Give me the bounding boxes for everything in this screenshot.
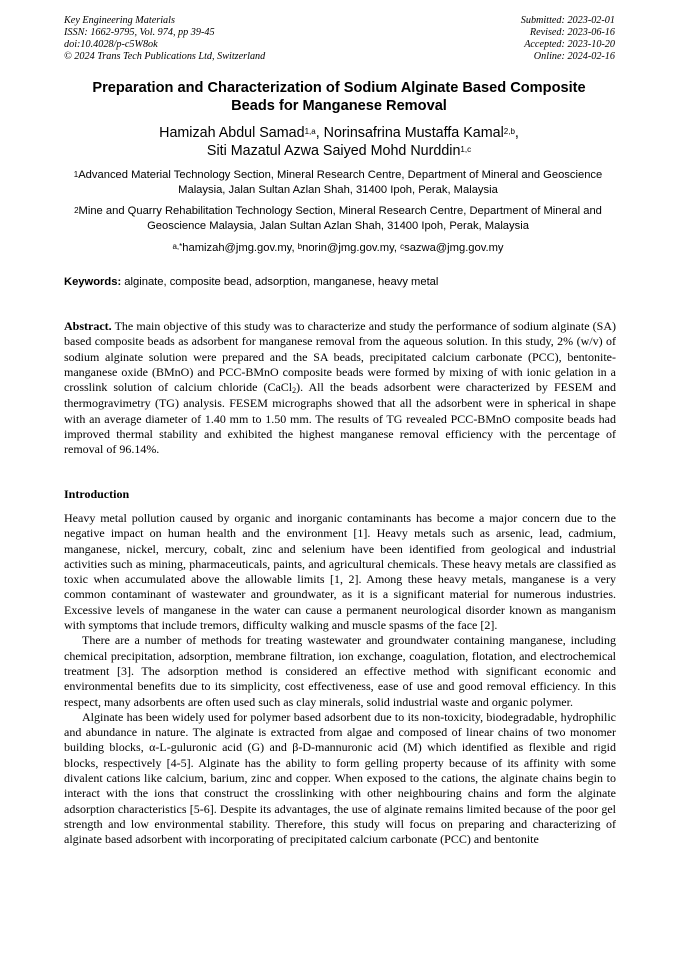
introduction-paragraph: Alginate has been widely used for polymer based adsorbent due to its non-toxicity, biodegradable, hydrophilic and abundance in nature. The alginate is extracted from algae and composed of linear chains of two monomer building blocks, α-L-guluronic acid (G) and β-D-mannuronic acid (M) which identified as flexible and rigid blocks, respectively [4-5]. Alginate has the ability to form gelling property because of its affinity with some divalent cations like calcium, barium, zinc and copper. When exposed to the cations, the alginate chains begin to interact with the ions that construct the crosslinking with other neighbouring chains and form the alginate adsorption characteristics [5-6]. Despite its advantages, the use of alginate remains limited because of the poor gel strength and low environmental stability. Therefore, this study will focus on preparing and characterizing of alginate based adsorbent with incorporating of precipitated calcium carbonate (PCC) and bentonite [64, 709, 616, 847]
affiliation-1 [62, 168, 614, 198]
email-address: norin@jmg.gov.my [302, 242, 394, 254]
affiliation-text: Advanced Material Technology Section, Mineral Research Centre, Department of Mineral and Geoscience Malaysia, Jalan Sultan Azlan Shah, 31400 Ipoh, Perak, Malaysia [78, 169, 603, 196]
author-name: Norinsafrina Mustaffa Kamal [323, 125, 504, 141]
email-superscript: a,* [172, 242, 183, 251]
introduction-body [64, 511, 616, 848]
author-name: Hamizah Abdul Samad [159, 125, 305, 141]
affiliation-2 [62, 204, 614, 234]
copyright-line: © 2024 Trans Tech Publications Ltd, Switzerland [64, 51, 266, 62]
author-list: Hamizah Abdul Samad$^{1,a}$, Norinsafrina Mustaffa Kamal$^{2,b}$, Siti Mazatul Azwa Saiyed Mohd Nurddin$^{1,c}$ [159, 125, 519, 159]
title-line-2: Beads for Manganese Removal [231, 98, 447, 114]
keywords-label: Keywords: [64, 276, 122, 288]
keywords-line [64, 275, 616, 289]
revised-date: Revised: 2023-06-16 [529, 27, 615, 38]
author-name: Siti Mazatul Azwa Saiyed Mohd Nurddin [206, 143, 461, 159]
email-address: hamizah@jmg.gov.my [182, 242, 292, 254]
journal-name: Key Engineering Materials [64, 15, 175, 26]
abstract-subscript: 2 [292, 386, 297, 396]
abstract-label: Abstract. [64, 319, 112, 333]
affiliation-superscript: 1 [73, 170, 79, 179]
title-line-1: Preparation and Characterization of Sodium Alginate Based Composite [92, 80, 586, 96]
affiliation-superscript: 2 [74, 206, 79, 215]
author-superscript: 1,a [304, 127, 316, 136]
author-superscript: 2,b [503, 127, 515, 136]
abstract [64, 319, 616, 458]
keywords-text: alginate, composite bead, adsorption, manganese, heavy metal [121, 276, 439, 288]
email-address: sazwa@jmg.gov.my [404, 242, 504, 254]
paper-title [40, 79, 638, 115]
introduction-paragraph: There are a number of methods for treating wastewater and groundwater containing manganese, including chemical precipitation, adsorption, membrane filtration, ion exchange, coagulation, flotation, and electrochemical treatment [3]. The adsorption method is considered an effective method with significant economic and environmental benefits due to its simplicity, cost effectiveness, ease of use and good removal efficiency. In this respect, many adsorbents are often used such as clay minerals, solid industrial waste and organic polymer. [64, 633, 616, 709]
email-superscript: c [400, 242, 405, 251]
doi-line: doi:10.4028/p-c5W8ok [64, 39, 158, 50]
submitted-date: Submitted: 2023-02-01 [520, 15, 615, 26]
abstract-text: The main objective of this study was to characterize and study the performance of sodium alginate (SA) based composite beads as adsorbent for manganese removal from the aqueous solution. In this study, 2% (w/v) of sodium alginate solution were prepared and the SA beads, precipitated calcium carbonate (PCC), bentonite-manganese oxide (BMnO) and PCC-BMnO composite beads were formed by mixing of with ionic gelation in a crosslink solution of calcium chloride (CaCl [64, 319, 616, 395]
online-date: Online: 2024-02-16 [533, 51, 615, 62]
journal-info [64, 15, 265, 63]
abstract-text-continued: ). All the beads adsorbent were characterized by FESEM and thermogravimetry (TG) analysis. FESEM micrographs showed that all the adsorbent were in spherical in shape with an average diameter of 1.40 mm to 1.50 mm. The results of TG revealed PCC-BMnO composite beads had improved thermal stability and exhibited the highest manganese removal efficiency with the percentage of removal of 96.14%. [64, 380, 616, 457]
publication-dates [521, 15, 615, 63]
issn-line: ISSN: 1662-9795, Vol. 974, pp 39-45 [64, 27, 215, 38]
affiliation-text: Mine and Quarry Rehabilitation Technology Section, Mineral Research Centre, Department of Mineral and Geoscience Malaysia, Jalan Sultan Azlan Shah, 31400 Ipoh, Perak, Malaysia [78, 205, 602, 232]
email-list: $^{a,*}$hamizah@jmg.gov.my, $^b$norin@jmg.gov.my, $^c$sazwa@jmg.gov.my [172, 242, 504, 254]
email-superscript: b [297, 242, 303, 251]
author-superscript: 1,c [460, 145, 472, 154]
introduction-paragraph: Heavy metal pollution caused by organic and inorganic contaminants has become a major concern due to the negative impact on human health and the environment [1]. Heavy metals such as arsenic, lead, cadmium, manganese, nickel, mercury, cobalt, zinc and selenium have been identified from geological and industrial activities such as mining, pharmaceuticals, paints, and agricultural chemicals. These heavy metals are classified as toxic when accumulated above the allowable limits [1, 2]. Among these heavy metals, manganese is a very common contaminant of wastewater and groundwater, as it is a significant material for numerous industries. Excessive levels of manganese in the water can cause a permanent neurological disorder known as manganism with symptoms that include tremors, difficulty walking and muscle spasms of the face [2]. [64, 511, 616, 633]
accepted-date: Accepted: 2023-10-20 [524, 39, 615, 50]
introduction-heading: Introduction [64, 487, 130, 501]
